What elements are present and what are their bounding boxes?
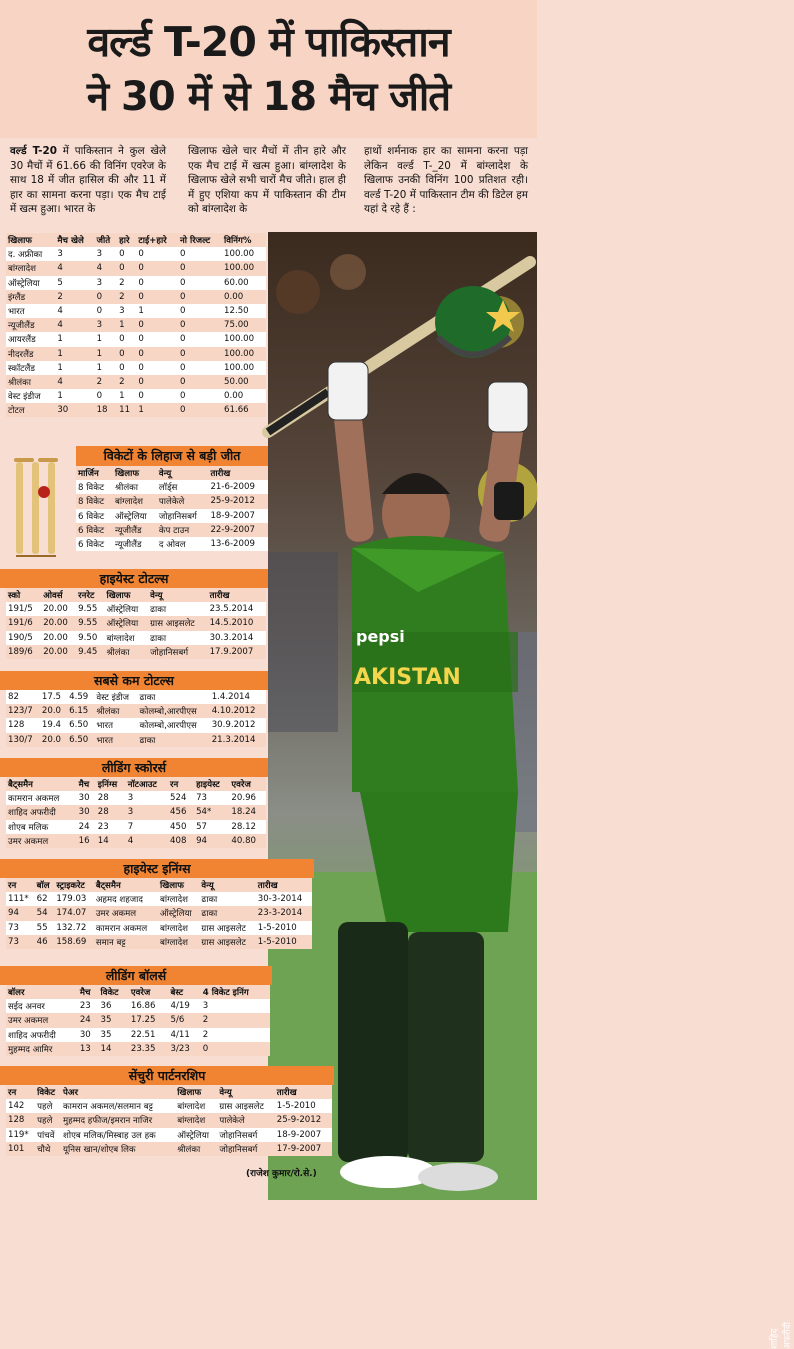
table-row: शोएब मलिक 24 23 7 450 57 28.12 [6, 820, 266, 834]
table-row: 6 विकेट न्यूजीलैंड द ओवल 13-6-2009 [76, 537, 268, 551]
header-cell: विनिंग% [224, 236, 252, 247]
biggest-wins-table [76, 466, 268, 551]
table-row: 73 55 132.72 कामरान अकमल बांग्लादेश ग्रास आइसलेट 1-5-2010 [6, 921, 312, 935]
century-partnerships-title: सेंचुरी पार्टनरशिप [0, 1066, 334, 1085]
table-row: 191/5 20.00 9.55 ऑस्ट्रेलिया ढाका 23.5.2014 [6, 602, 266, 616]
table-header-row: स्को ओवर्स रनरेट खिलाफ वेन्यू तारीख [6, 588, 266, 602]
table-row: उमर अकमल 24 35 17.25 5/6 2 [6, 1013, 270, 1027]
header-cell: टाई+हारे [138, 236, 167, 247]
table-row: नीदरलैंड 1 1 0 0 0 100.00 [6, 347, 266, 361]
headline-line-1: वर्ल्ड T-20 में पाकिस्तान [87, 18, 450, 66]
table-row: 123/7 20.0 6.15 श्रीलंका कोलम्बो,आरपीएस 4.10.2012 [6, 704, 266, 718]
header-cell: हारे [119, 236, 130, 247]
table-header-row: रन विकेट पेअर खिलाफ वेन्यू तारीख [6, 1085, 332, 1099]
table-row: 190/5 20.00 9.50 बांग्लादेश ढाका 30.3.2014 [6, 631, 266, 645]
table-row: कामरान अकमल 30 28 3 524 73 20.96 [6, 791, 266, 805]
record-table [6, 233, 266, 417]
table-row: 6 विकेट न्यूजीलैंड केप टाउन 22-9-2007 [76, 523, 268, 537]
table-header-row: रन बॉल स्ट्राइकरेट बैट्समैन खिलाफ वेन्यू तारीख [6, 878, 312, 892]
table-row: आयरलैंड 1 1 0 0 0 100.00 [6, 332, 266, 346]
leading-bowlers-title: लीडिंग बॉलर्स [0, 966, 272, 985]
highest-innings-table [6, 878, 312, 949]
header-cell: जीते [96, 236, 111, 247]
table-header-row: मार्जिन खिलाफ वेन्यू तारीख [76, 466, 268, 480]
table-row: श्रीलंका 4 2 2 0 0 50.00 [6, 375, 266, 389]
table-row: ऑस्ट्रेलिया 5 3 2 0 0 60.00 [6, 276, 266, 290]
jersey-text: AKISTAN [354, 665, 461, 690]
highest-totals-title: हाइयेस्ट टोटल्स [0, 569, 268, 588]
headline-line-2: ने 30 में से 18 मैच जीते [86, 74, 451, 120]
intro-column-2 [188, 144, 346, 217]
table-row: 119* पांचवें शोएब मलिक/मिस्बाह उल हक ऑस्ट्रेलिया जोहानिसबर्ग 18-9-2007 [6, 1128, 332, 1142]
photo-credit: शाहिद अफरीदी [770, 1322, 793, 1349]
table-row: शाहिद अफरीदी 30 35 22.51 4/11 2 [6, 1028, 270, 1042]
intro-text-3: हाथों शर्मनाक हार का सामना करना पड़ा लेकिन वर्ल्ड T-_20 में बांग्लादेश के खिलाफ उनकी विनिंग 100 प्रतिशत रही। वर्ल्ड T-20 में पाकिस्तान टीम की डिटेल हम यहां दे रहे हैं : [364, 145, 528, 216]
header-cell: नो रिजल्ट [180, 236, 211, 247]
table-row: 101 चौथे यूनिस खान/शोएब लिक श्रीलंका जोहानिसबर्ग 17-9-2007 [6, 1142, 332, 1156]
table-row: वेस्ट इंडीज 1 0 1 0 0 0.00 [6, 389, 266, 403]
lowest-totals-title: सबसे कम टोटल्स [0, 671, 268, 690]
intro-column-1 [10, 144, 166, 217]
intro-lead: वर्ल्ड T-20 [10, 145, 57, 157]
table-row: 73 46 158.69 समान बट्ट बांग्लादेश ग्रास आइसलेट 1-5-2010 [6, 935, 312, 949]
table-row: 142 पहले कामरान अकमल/सलमान बट्ट बांग्लादेश ग्रास आइसलेट 1-5-2010 [6, 1099, 332, 1113]
record-table-header [6, 233, 266, 247]
table-row: शाहिद अफरीदी 30 28 3 456 54* 18.24 [6, 805, 266, 819]
table-row: द. अफ्रीका 3 3 0 0 0 100.00 [6, 247, 266, 261]
jersey-sponsor: pepsi [356, 627, 405, 646]
table-header-row: बॉलर मैच विकेट एवरेज बेस्ट 4 विकेट इनिंग [6, 985, 270, 999]
table-row: स्कॉटलैंड 1 1 0 0 0 100.00 [6, 361, 266, 375]
table-row: 189/6 20.00 9.45 श्रीलंका जोहानिसबर्ग 17.9.2007 [6, 645, 266, 659]
table-row: 82 17.5 4.59 वेस्ट इंडीज ढाका 1.4.2014 [6, 690, 266, 704]
highest-totals-table [6, 588, 266, 659]
table-row: सईद अनवर 23 36 16.86 4/19 3 [6, 999, 270, 1013]
biggest-wins-title: विकेटों के लिहाज से बड़ी जीत [76, 446, 268, 466]
reporter-credit: (राजेश कुमार/रो.से.) [246, 1169, 317, 1179]
table-row-total: टोटल 30 18 11 1 0 61.66 [6, 403, 266, 417]
intro-column-3 [364, 144, 528, 217]
highest-innings-title: हाइयेस्ट इनिंग्स [0, 859, 314, 878]
table-row: बांग्लादेश 4 4 0 0 0 100.00 [6, 261, 266, 275]
intro-text-1: में पाकिस्तान ने कुल खेले 30 मैचों में 61.66 की विनिंग एवरेज के साथ 18 में जीत हासिल की और 11 में हार का सामना करना पड़ा। एक मैच टाई में खत्म हुआ। भारत के [10, 145, 166, 216]
player-photo [268, 232, 793, 1349]
table-header-row: बैट्समैन मैच इनिंग्स नॉटआउट रन हाइयेस्ट एवरेज [6, 777, 266, 791]
stumps-icon [8, 452, 70, 560]
header-cell: खिलाफ [8, 236, 32, 247]
leading-bowlers-table [6, 985, 270, 1056]
table-row: 130/7 20.0 6.50 भारत ढाका 21.3.2014 [6, 733, 266, 747]
table-row: मुहम्मद आमिर 13 14 23.35 3/23 0 [6, 1042, 270, 1056]
header-cell: मैच खेले [57, 236, 84, 247]
table-row: 111* 62 179.03 अहमद शहजाद बांग्लादेश ढाका 30-3-2014 [6, 892, 312, 906]
table-row: 128 19.4 6.50 भारत कोलम्बो,आरपीएस 30.9.2012 [6, 718, 266, 732]
table-row: उमर अकमल 16 14 4 408 94 40.80 [6, 834, 266, 848]
table-row: 6 विकेट ऑस्ट्रेलिया जोहानिसबर्ग 18-9-2007 [76, 509, 268, 523]
table-row: 8 विकेट बांग्लादेश पालेकेले 25-9-2012 [76, 494, 268, 508]
table-row: भारत 4 0 3 1 0 12.50 [6, 304, 266, 318]
leading-scorers-table [6, 777, 266, 848]
table-row: 8 विकेट श्रीलंका लॉर्ड्स 21-6-2009 [76, 480, 268, 494]
table-row: न्यूजीलैंड 4 3 1 0 0 75.00 [6, 318, 266, 332]
table-row: 128 पहले मुहम्मद हफीज/इमरान नाजिर बांग्लादेश पालेकेले 25-9-2012 [6, 1113, 332, 1127]
table-row: 94 54 174.07 उमर अकमल ऑस्ट्रेलिया ढाका 23-3-2014 [6, 906, 312, 920]
intro-text-2: खिलाफ खेले चार मैचों में तीन हारे और एक मैच टाई में खत्म हुआ। बांग्लादेश के खिलाफ खेले सभी चारों मैच जीते। हाल ही में हुए एशिया कप में पाकिस्तान की टीम को बांग्लादेश के [188, 145, 346, 216]
table-row: 191/6 20.00 9.55 ऑस्ट्रेलिया ग्रास आइसलेट 14.5.2010 [6, 616, 266, 630]
table-row: इंग्लैंड 2 0 2 0 0 0.00 [6, 290, 266, 304]
lowest-totals-table [6, 690, 266, 747]
century-partnerships-table [6, 1085, 332, 1156]
headline [0, 0, 537, 138]
leading-scorers-title: लीडिंग स्कोरर्स [0, 758, 268, 777]
